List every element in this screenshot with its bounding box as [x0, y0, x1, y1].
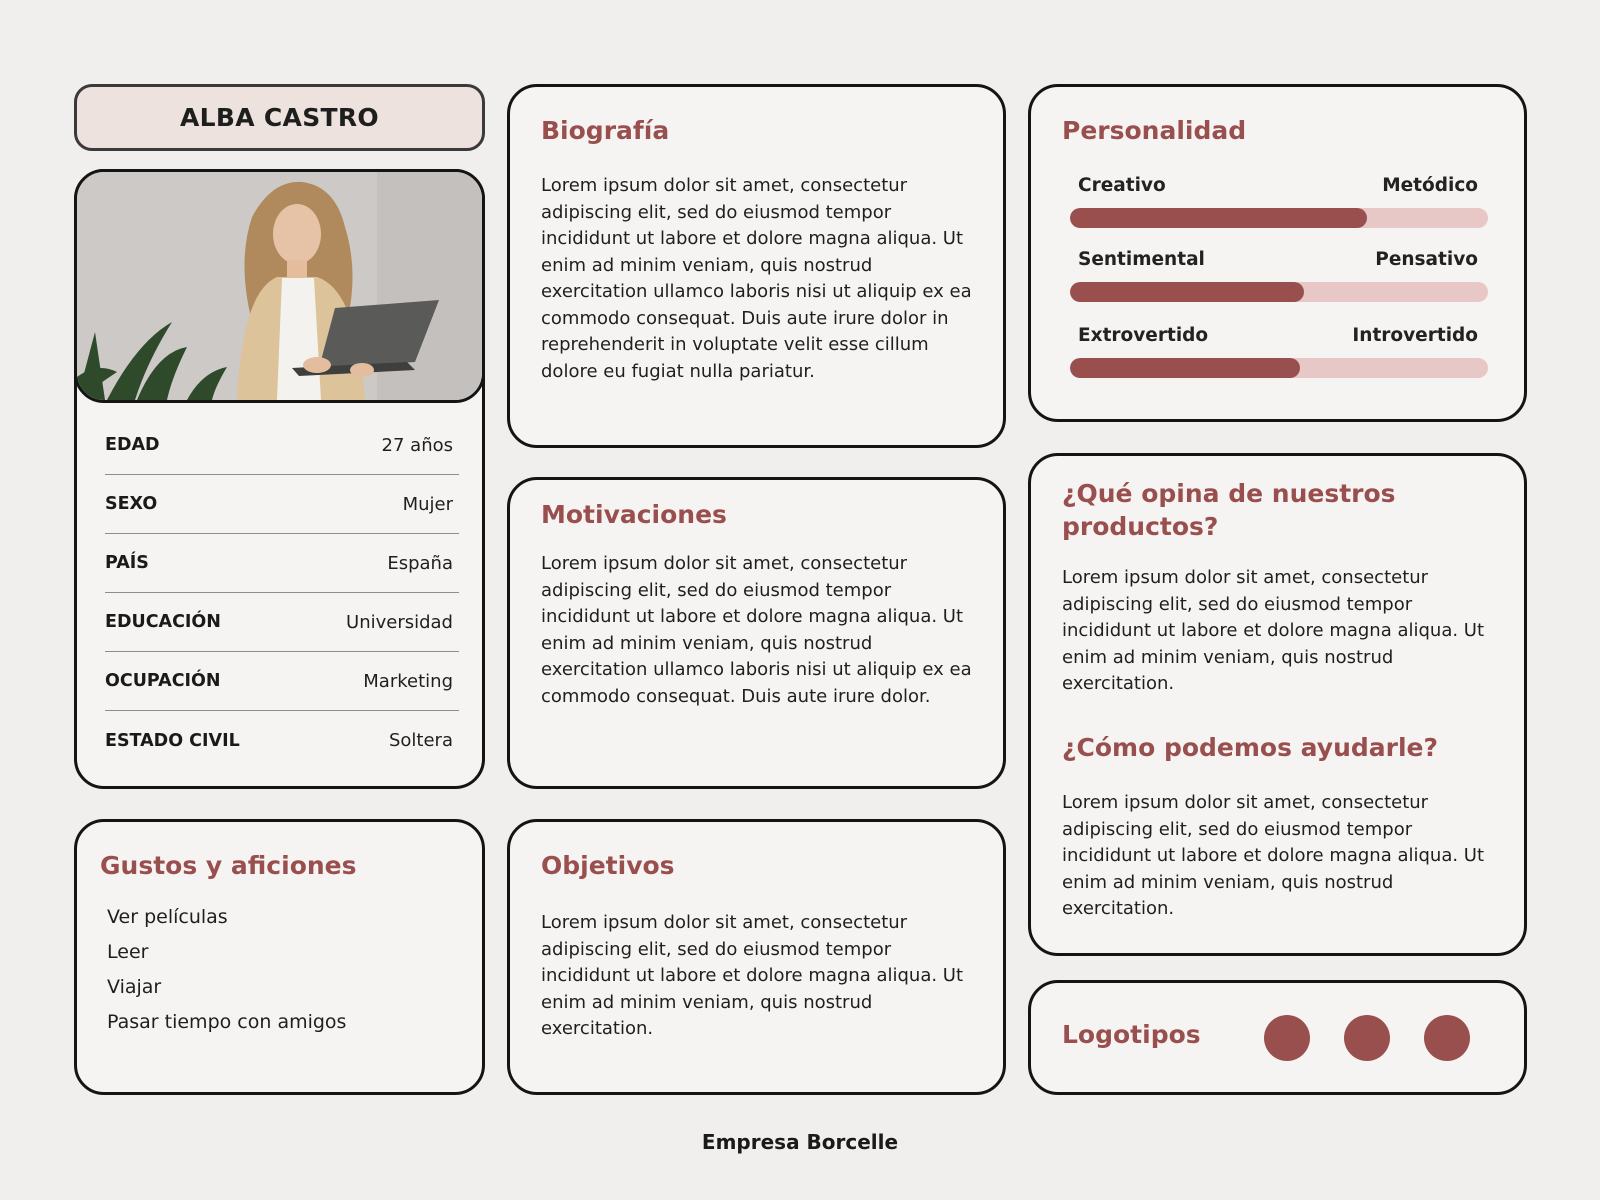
hobby-item: Pasar tiempo con amigos — [107, 1011, 347, 1033]
help-title: ¿Cómo podemos ayudarle? — [1062, 733, 1439, 762]
persona-name: ALBA CASTRO — [180, 103, 379, 132]
hobbies-title: Gustos y aficiones — [100, 851, 357, 880]
opinion-title: ¿Qué opina de nuestros productos? — [1062, 479, 1396, 541]
info-label: EDAD — [105, 435, 160, 455]
demographics-list — [105, 416, 459, 770]
info-value: Marketing — [363, 670, 453, 692]
company-name: Empresa Borcelle — [701, 1130, 899, 1154]
trait-bar — [1070, 208, 1488, 228]
trait-left-label: Sentimental — [1078, 249, 1205, 270]
profile-photo — [74, 169, 485, 403]
biography-title: Biografía — [541, 116, 670, 145]
objectives-title: Objetivos — [541, 851, 675, 880]
logo-placeholder — [1344, 1015, 1390, 1061]
info-value: Universidad — [346, 611, 453, 633]
info-value: España — [387, 552, 453, 574]
hobbies-list — [107, 904, 346, 1044]
info-value: Mujer — [402, 493, 453, 515]
opinion-card — [1028, 453, 1527, 956]
trait-bar — [1070, 358, 1488, 378]
info-row — [105, 652, 459, 711]
info-label: ESTADO CIVIL — [105, 730, 240, 751]
trait-creativo-metodico — [1070, 175, 1488, 228]
opinion-text: Lorem ipsum dolor sit amet, consectetur adipiscing elit, sed do eiusmod tempor incididunt ut labore et dolore magna aliqua. Ut enim ad minim veniam, quis nostrud exercitation. — [1062, 567, 1485, 694]
info-row — [105, 416, 459, 475]
motivations-card — [507, 477, 1006, 789]
trait-right-label: Introvertido — [1352, 325, 1478, 346]
info-row — [105, 534, 459, 593]
logo-placeholder — [1264, 1015, 1310, 1061]
trait-bar-fill — [1070, 208, 1367, 228]
hobby-item: Leer — [107, 941, 149, 963]
hobby-item: Ver películas — [107, 906, 228, 928]
trait-left-label: Creativo — [1078, 175, 1166, 196]
motivations-text: Lorem ipsum dolor sit amet, consectetur adipiscing elit, sed do eiusmod tempor incididunt ut labore et dolore magna aliqua. Ut enim ad minim veniam, quis nostrud exercitation ullamco laboris nisi ut aliquip ex ea commodo consequat. Duis aute irure dolor. — [541, 553, 972, 707]
hobby-item: Viajar — [107, 976, 162, 998]
info-row — [105, 711, 459, 770]
biography-card — [507, 84, 1006, 448]
info-row — [105, 475, 459, 534]
trait-extrovertido-introvertido — [1070, 325, 1488, 378]
logos-title: Logotipos — [1062, 1020, 1201, 1049]
trait-left-label: Extrovertido — [1078, 325, 1209, 346]
motivations-title: Motivaciones — [541, 500, 727, 529]
help-text: Lorem ipsum dolor sit amet, consectetur adipiscing elit, sed do eiusmod tempor incididunt ut labore et dolore magna aliqua. Ut enim ad minim veniam, quis nostrud exercitation. — [1062, 792, 1485, 919]
objectives-text: Lorem ipsum dolor sit amet, consectetur adipiscing elit, sed do eiusmod tempor incididunt ut labore et dolore magna aliqua. Ut enim ad minim veniam, quis nostrud exercitation. — [541, 912, 964, 1039]
profile-card — [74, 169, 485, 789]
objectives-card — [507, 819, 1006, 1095]
info-value: Soltera — [388, 730, 453, 751]
info-label: EDUCACIÓN — [105, 612, 221, 632]
biography-text: Lorem ipsum dolor sit amet, consectetur adipiscing elit, sed do eiusmod tempor incididunt ut labore et dolore magna aliqua. Ut enim ad minim veniam, quis nostrud exercitation ullamco laboris nisi ut aliquip ex ea commodo consequat. Duis aute irure dolor in reprehenderit in voluptate velit esse cillum dolore eu fugiat nulla pariatur. — [541, 175, 972, 382]
info-row — [105, 593, 459, 652]
info-label: SEXO — [105, 494, 158, 514]
trait-bar-fill — [1070, 282, 1304, 302]
trait-sentimental-pensativo — [1070, 249, 1488, 302]
hobbies-card — [74, 819, 485, 1095]
logos-card — [1028, 980, 1527, 1095]
info-label: OCUPACIÓN — [105, 671, 221, 691]
info-label: PAÍS — [105, 553, 149, 573]
info-value: 27 años — [381, 434, 453, 456]
trait-right-label: Pensativo — [1375, 249, 1478, 270]
personality-card — [1028, 84, 1527, 422]
personality-title: Personalidad — [1062, 116, 1247, 145]
name-banner — [74, 84, 485, 151]
trait-bar-fill — [1070, 358, 1300, 378]
trait-bar — [1070, 282, 1488, 302]
logo-placeholder — [1424, 1015, 1470, 1061]
trait-right-label: Metódico — [1382, 175, 1478, 196]
